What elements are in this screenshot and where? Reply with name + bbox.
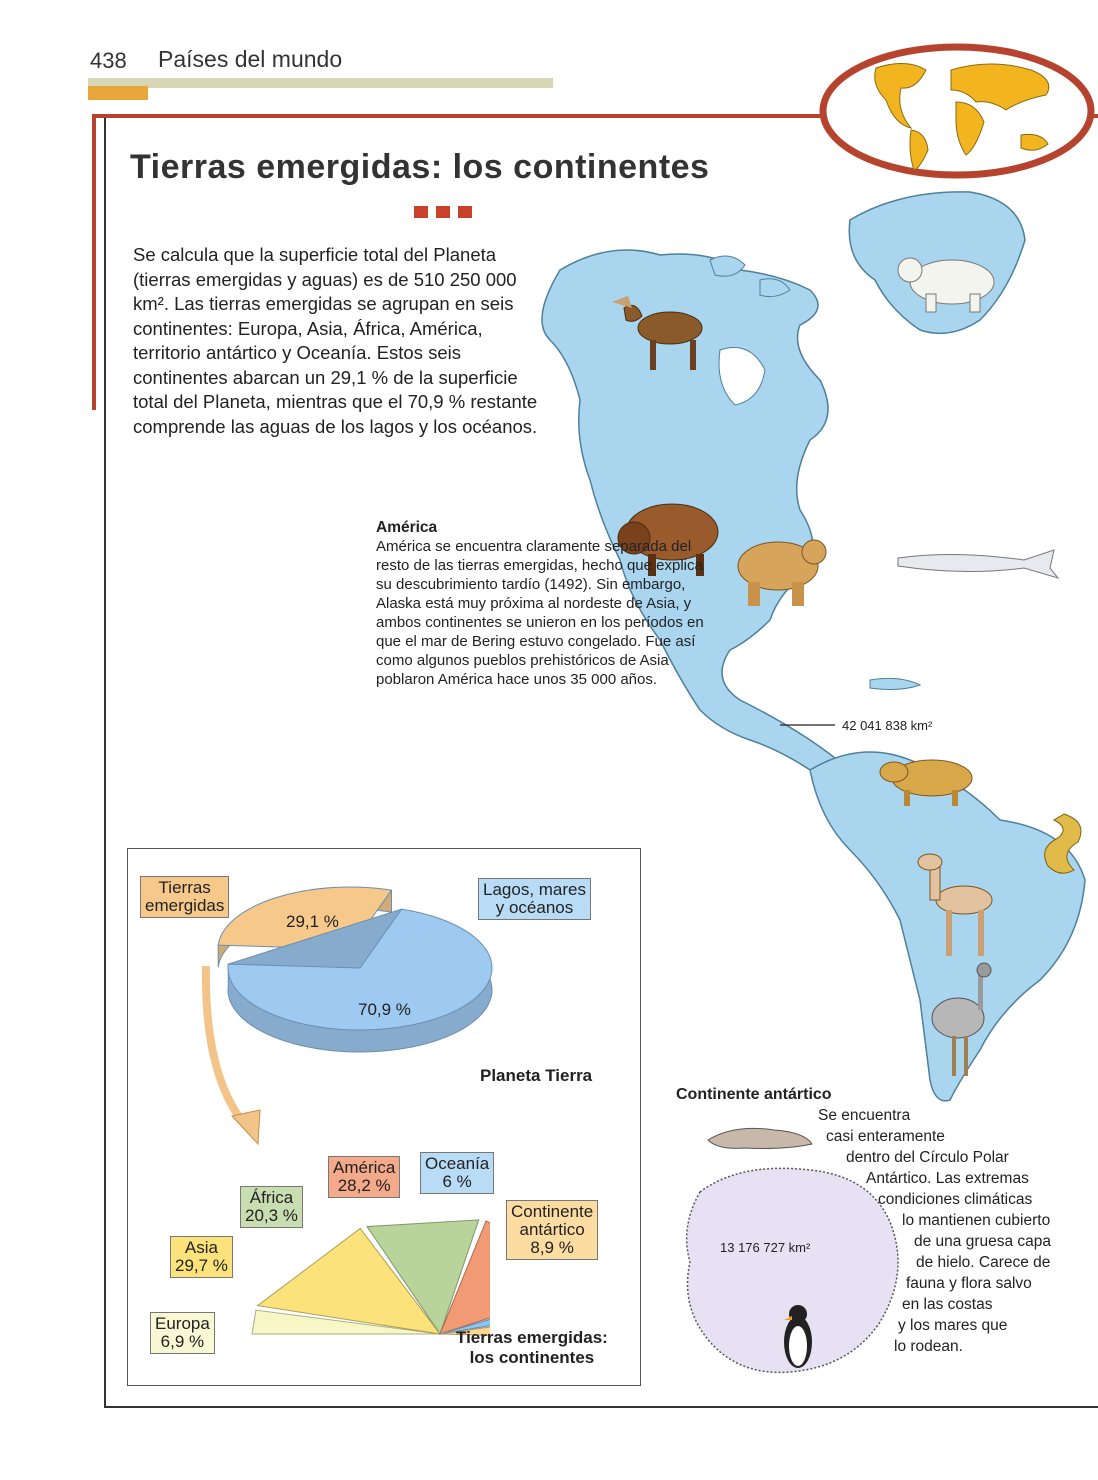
- antarctica-line: fauna y flora salvo: [906, 1275, 1032, 1292]
- page-title: Tierras emergidas: los continentes: [130, 148, 710, 186]
- land-callout-line: Tierras: [158, 878, 211, 897]
- antarctica-line: en las costas: [902, 1296, 993, 1313]
- america-text-block: [376, 518, 706, 689]
- water-callout-line: y océanos: [495, 898, 574, 917]
- antarctica-line: y los mares que: [898, 1317, 1008, 1334]
- continents-chart-title: [456, 1328, 608, 1368]
- america-callout-line: 28,2 %: [337, 1176, 391, 1195]
- planet-chart-title: Planeta Tierra: [480, 1066, 593, 1085]
- antarctica-area-label: 13 176 727 km²: [720, 1240, 811, 1255]
- europa-callout: [150, 1312, 215, 1354]
- antarctica-line: casi enteramente: [826, 1128, 945, 1145]
- europa-callout-line: 6,9 %: [160, 1332, 205, 1351]
- water-callout: [478, 878, 591, 920]
- world-map-globe-icon: [816, 40, 1098, 182]
- antarctica-heading: Continente antártico: [676, 1086, 832, 1103]
- antarctica-callout-line: 8,9 %: [530, 1238, 574, 1257]
- seal-icon: [704, 1118, 816, 1154]
- africa-callout-line: 20,3 %: [245, 1206, 298, 1225]
- whale-icon: [894, 546, 1062, 582]
- antarctica-line: dentro del Círculo Polar: [846, 1149, 1009, 1166]
- page-frame-left-black: [104, 118, 106, 1408]
- europa-callout-line: Europa: [155, 1314, 210, 1333]
- antarctica-callout: [506, 1200, 598, 1260]
- america-callout-line: América: [333, 1158, 396, 1177]
- oceania-callout-line: Oceanía: [425, 1154, 490, 1173]
- section-title: Países del mundo: [158, 46, 343, 72]
- capybara-icon: [876, 752, 982, 808]
- page-number: 438: [90, 48, 127, 73]
- grizzly-bear-icon: [724, 530, 828, 610]
- america-callout: [328, 1156, 400, 1198]
- water-percent-label: 70,9 %: [358, 1000, 411, 1019]
- polar-bear-icon: [892, 244, 1004, 316]
- asia-callout-line: 29,7 %: [175, 1256, 228, 1275]
- rhea-icon: [928, 960, 1004, 1078]
- africa-callout: [240, 1186, 303, 1228]
- antarctica-line: de hielo. Carece de: [916, 1254, 1051, 1271]
- flow-arrow: [196, 966, 276, 1156]
- antarctica-line: lo rodean.: [894, 1338, 963, 1355]
- continents-chart-title-line: los continentes: [469, 1348, 595, 1367]
- intro-paragraph: [133, 243, 553, 439]
- antarctica-callout-line: Continente: [511, 1202, 594, 1221]
- antarctica-line: de una gruesa capa: [914, 1233, 1052, 1250]
- land-percent-label: 29,1 %: [286, 912, 339, 931]
- moose-icon: [606, 294, 716, 374]
- snake-icon: [1034, 808, 1092, 880]
- antarctica-line: condiciones climáticas: [878, 1191, 1033, 1208]
- antarctica-line: lo mantienen cubierto: [902, 1212, 1051, 1229]
- continents-chart-title-line: Tierras emergidas:: [456, 1328, 608, 1347]
- antarctica-line: Se encuentra: [818, 1107, 911, 1124]
- header-bar: [88, 78, 553, 88]
- page-frame-left: [92, 114, 96, 410]
- title-decoration: [414, 206, 474, 218]
- page-frame-bottom: [104, 1406, 1098, 1408]
- oceania-callout-line: 6 %: [442, 1172, 472, 1191]
- africa-callout-line: África: [249, 1188, 294, 1207]
- water-callout-line: Lagos, mares: [483, 880, 586, 899]
- land-callout-line: emergidas: [145, 896, 225, 915]
- america-heading: América: [376, 519, 438, 536]
- asia-callout: [170, 1236, 233, 1278]
- america-text: América se encuentra claramente separada del resto de las tierras emergidas, hecho que explica su descubrimiento tardío (1492). Sin embargo, Alaska está muy próxima al nordeste de Asia, y ambos continentes se unieron en los períodos en que el mar de Bering estuvo congelado. Fue así como algunos pueblos prehistóricos de Asia poblaron América hace unos 35 000 años.: [376, 538, 704, 688]
- oceania-callout: [420, 1152, 494, 1194]
- antarctica-callout-line: antártico: [519, 1220, 585, 1239]
- penguin-icon: [780, 1302, 816, 1372]
- land-callout: [140, 876, 229, 918]
- llama-icon: [912, 850, 1004, 960]
- intro-text: Se calcula que la superficie total del Planeta (tierras emergidas y aguas) es de 510 250 000 km². Las tierras emergidas se agrupan en seis continentes: Europa, Asia, África, América, territorio antártico y Oceanía. Estos seis continentes abarcan un 29,1 % de la superficie total del Planeta, mientras que el 70,9 % restante comprende las aguas de los lagos y los océanos.: [133, 244, 538, 437]
- asia-callout-line: Asia: [184, 1238, 218, 1257]
- america-area-label: 42 041 838 km²: [842, 718, 933, 733]
- header-bar-accent: [88, 86, 148, 100]
- antarctica-line: Antártico. Las extremas: [866, 1170, 1029, 1187]
